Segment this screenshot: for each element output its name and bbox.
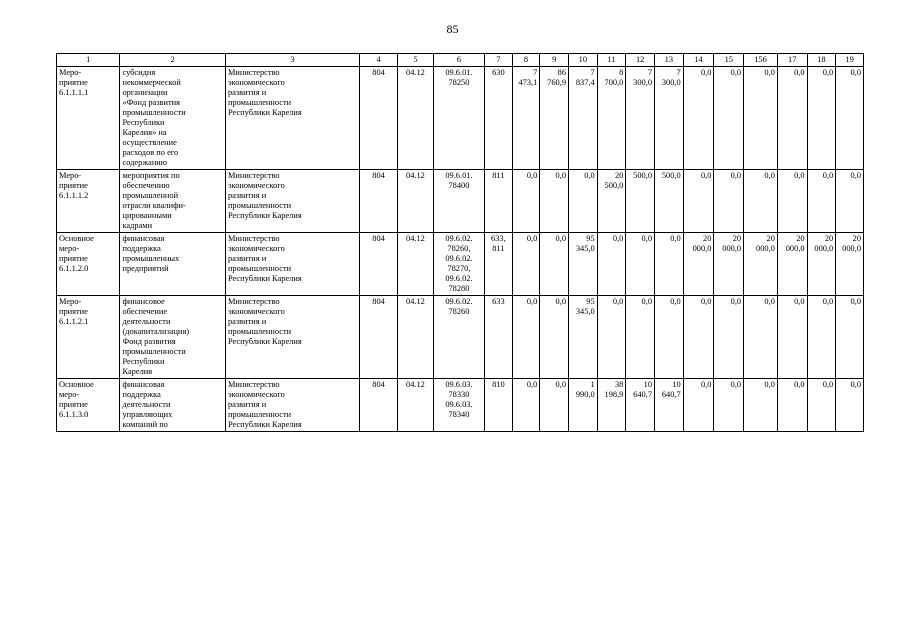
column-header: 17 <box>777 54 807 67</box>
table-cell: Министерство экономического развития и промышленности Республики Карелия <box>225 170 359 233</box>
table-cell: 20 000,0 <box>683 233 714 296</box>
table-cell: 630 <box>485 67 513 170</box>
page-number: 85 <box>446 22 459 36</box>
table-cell: Министерство экономического развития и промышленности Республики Карелия <box>225 296 359 379</box>
table-cell: 633 <box>485 296 513 379</box>
table-cell: 20 000,0 <box>744 233 778 296</box>
table-cell: 804 <box>360 379 398 432</box>
table-cell: 0,0 <box>807 170 836 233</box>
table-cell: 0,0 <box>807 67 836 170</box>
table-cell: Меро- приятие 6.1.1.2.1 <box>57 296 120 379</box>
column-header: 13 <box>655 54 684 67</box>
table-cell: 95 345,0 <box>569 233 598 296</box>
column-header: 12 <box>626 54 655 67</box>
table-cell: 804 <box>360 296 398 379</box>
table-cell: 0,0 <box>540 233 569 296</box>
table-cell: 0,0 <box>807 296 836 379</box>
table-cell: 0,0 <box>569 170 598 233</box>
table-cell: 0,0 <box>512 233 540 296</box>
table-cell: 0,0 <box>683 296 714 379</box>
table-cell: 20 000,0 <box>777 233 807 296</box>
column-header: 10 <box>569 54 598 67</box>
table-row <box>57 170 864 233</box>
table-cell: 0,0 <box>655 233 684 296</box>
table-row <box>57 67 864 170</box>
table-cell: 04.12 <box>398 170 434 233</box>
table-cell: 7 473,1 <box>512 67 540 170</box>
table-cell: Министерство экономического развития и промышленности Республики Карелия <box>225 379 359 432</box>
table-cell: 0,0 <box>714 67 744 170</box>
table-cell: 0,0 <box>744 170 778 233</box>
column-header: 19 <box>836 54 864 67</box>
table-cell: 04.12 <box>398 233 434 296</box>
table-cell: Основное меро- приятие 6.1.1.2.0 <box>57 233 120 296</box>
table-cell: 0,0 <box>777 170 807 233</box>
table-cell: 0,0 <box>512 170 540 233</box>
table-body <box>57 67 864 432</box>
table-cell: 0,0 <box>626 296 655 379</box>
table-cell: 0,0 <box>655 296 684 379</box>
table-cell: 633, 811 <box>485 233 513 296</box>
table-cell: 09.6.02. 78260 <box>433 296 484 379</box>
table-cell: 09.6.03. 78330 09.6.03. 78340 <box>433 379 484 432</box>
table-cell: 0,0 <box>714 170 744 233</box>
table-row <box>57 296 864 379</box>
table-cell: 500,0 <box>655 170 684 233</box>
table-header <box>57 54 864 67</box>
table-cell: 04.12 <box>398 296 434 379</box>
table-cell: 0,0 <box>714 296 744 379</box>
table-cell: 0,0 <box>777 296 807 379</box>
table-cell: 0,0 <box>744 67 778 170</box>
table-cell: 0,0 <box>540 170 569 233</box>
table-cell: 0,0 <box>744 379 778 432</box>
header-row <box>57 54 864 67</box>
table-cell: мероприятия по обеспечению промышленной отрасли квалифи- цированными кадрами <box>120 170 225 233</box>
table-cell: 20 000,0 <box>714 233 744 296</box>
column-header: 8 <box>512 54 540 67</box>
table-cell: 20 500,0 <box>597 170 626 233</box>
table-cell: 0,0 <box>540 379 569 432</box>
budget-table <box>56 53 864 432</box>
table-cell: 810 <box>485 379 513 432</box>
column-header: 2 <box>120 54 225 67</box>
table-cell: 0,0 <box>683 379 714 432</box>
table-cell: 811 <box>485 170 513 233</box>
table-cell: Меро- приятие 6.1.1.1.1 <box>57 67 120 170</box>
table-cell: 0,0 <box>512 379 540 432</box>
table-cell: 20 000,0 <box>836 233 864 296</box>
table-cell: Меро- приятие 6.1.1.1.2 <box>57 170 120 233</box>
column-header: 6 <box>433 54 484 67</box>
table-cell: 0,0 <box>540 296 569 379</box>
table-cell: 804 <box>360 67 398 170</box>
table-cell: финансовая поддержка промышленных предприятий <box>120 233 225 296</box>
table-cell: 09.6.01. 78250 <box>433 67 484 170</box>
table-cell: 804 <box>360 170 398 233</box>
table-cell: 09.6.01. 78400 <box>433 170 484 233</box>
table-cell: 95 345,0 <box>569 296 598 379</box>
table-cell: 1 990,0 <box>569 379 598 432</box>
table-cell: 0,0 <box>777 67 807 170</box>
table-cell: 7 837,4 <box>569 67 598 170</box>
table-cell: 0,0 <box>683 170 714 233</box>
table-cell: 10 640,7 <box>626 379 655 432</box>
table-cell: 8 700,0 <box>597 67 626 170</box>
table-cell: 0,0 <box>836 379 864 432</box>
table-cell: 09.6.02. 78260, 09.6.02. 78270, 09.6.02. 78280 <box>433 233 484 296</box>
column-header: 5 <box>398 54 434 67</box>
table-cell: 04.12 <box>398 379 434 432</box>
column-header: 11 <box>597 54 626 67</box>
table-cell: 0,0 <box>512 296 540 379</box>
table-cell: 0,0 <box>626 233 655 296</box>
table-cell: 10 640,7 <box>655 379 684 432</box>
table-cell: 0,0 <box>836 170 864 233</box>
table-cell: 804 <box>360 233 398 296</box>
table-cell: 0,0 <box>836 67 864 170</box>
table-cell: 86 760,9 <box>540 67 569 170</box>
column-header: 4 <box>360 54 398 67</box>
table-row <box>57 233 864 296</box>
column-header: 14 <box>683 54 714 67</box>
column-header: 156 <box>744 54 778 67</box>
table-cell: Министерство экономического развития и промышленности Республики Карелия <box>225 67 359 170</box>
table-cell: 0,0 <box>836 296 864 379</box>
table-cell: финансовое обеспечение деятельности (докапитализация) Фонд развития промышленности Республики Карелия <box>120 296 225 379</box>
column-header: 15 <box>714 54 744 67</box>
table-cell: Основное меро- приятие 6.1.1.3.0 <box>57 379 120 432</box>
column-header: 3 <box>225 54 359 67</box>
table-row <box>57 379 864 432</box>
column-header: 1 <box>57 54 120 67</box>
table-cell: 38 198,9 <box>597 379 626 432</box>
column-header: 18 <box>807 54 836 67</box>
table-cell: 0,0 <box>597 233 626 296</box>
table-cell: Министерство экономического развития и промышленности Республики Карелия <box>225 233 359 296</box>
table-cell: 500,0 <box>626 170 655 233</box>
table-cell: 7 300,0 <box>626 67 655 170</box>
table-cell: 0,0 <box>744 296 778 379</box>
table-cell: 0,0 <box>683 67 714 170</box>
table-cell: 0,0 <box>714 379 744 432</box>
table-cell: 0,0 <box>777 379 807 432</box>
column-header: 7 <box>485 54 513 67</box>
table-cell: субсидия некоммерческой организации «Фонд развития промышленности Республики Карелия» на осуществление расходов по его содержанию <box>120 67 225 170</box>
table-cell: 7 300,0 <box>655 67 684 170</box>
column-header: 9 <box>540 54 569 67</box>
table-cell: 04.12 <box>398 67 434 170</box>
table-cell: 0,0 <box>807 379 836 432</box>
table-cell: 20 000,0 <box>807 233 836 296</box>
table-cell: финансовая поддержка деятельности управляющих компаний по <box>120 379 225 432</box>
table-cell: 0,0 <box>597 296 626 379</box>
